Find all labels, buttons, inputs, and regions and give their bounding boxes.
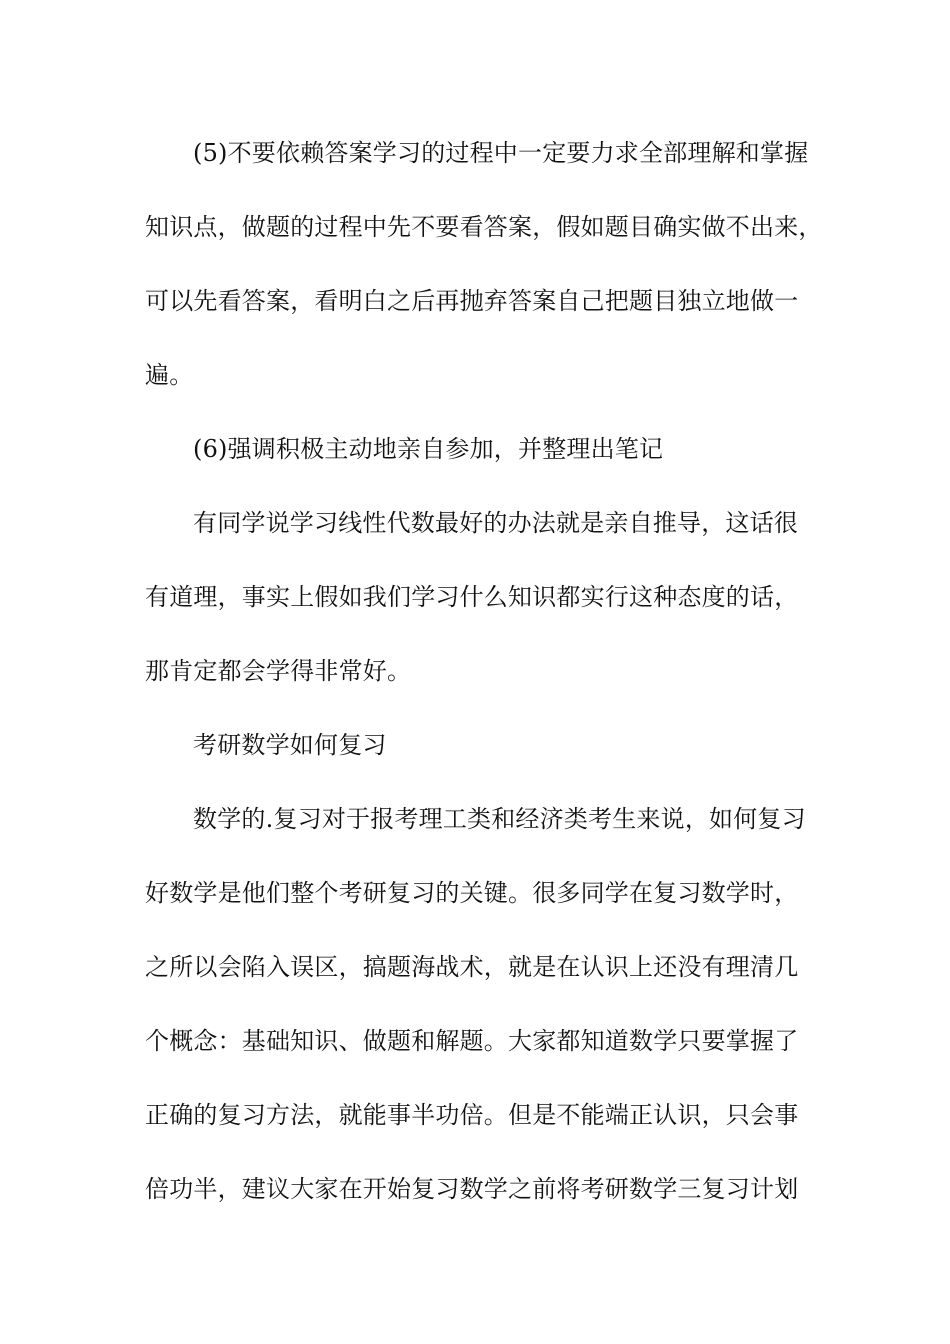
paragraph-7-line-2: 有道理，事实上假如我们学习什么知识都实行这种态度的话， (145, 583, 799, 611)
paragraph-8-line-2: 好数学是他们整个考研复习的关键。很多同学在复习数学时， (145, 879, 799, 907)
paragraph-5-line-1: (5)不要依赖答案学习的过程中一定要力求全部理解和掌握 (193, 139, 809, 167)
paragraph-5-line-2: 知识点，做题的过程中先不要看答案，假如题目确实做不出来， (145, 213, 823, 241)
paragraph-8-line-4: 个概念：基础知识、做题和解题。大家都知道数学只要掌握了 (145, 1027, 799, 1055)
paragraph-8-line-6: 倍功半，建议大家在开始复习数学之前将考研数学三复习计划 (145, 1175, 799, 1203)
paragraph-7-line-1: 有同学说学习线性代数最好的办法就是亲自推导，这话很 (193, 509, 798, 537)
paragraph-7-line-3: 那肯定都会学得非常好。 (145, 657, 412, 685)
paragraph-5-line-4: 遍。 (145, 361, 194, 389)
paragraph-8-line-1: 数学的.复习对于报考理工类和经济类考生来说，如何复习 (193, 805, 806, 833)
paragraph-5-line-3: 可以先看答案，看明白之后再抛弃答案自己把题目独立地做一 (145, 287, 799, 315)
paragraph-8-line-5: 正确的复习方法，就能事半功倍。但是不能端正认识，只会事 (145, 1101, 799, 1129)
paragraph-6-heading: (6)强调积极主动地亲自参加，并整理出笔记 (193, 435, 664, 463)
paragraph-8-line-3: 之所以会陷入误区，搞题海战术，就是在认识上还没有理清几 (145, 953, 799, 981)
section-heading: 考研数学如何复习 (193, 731, 387, 759)
